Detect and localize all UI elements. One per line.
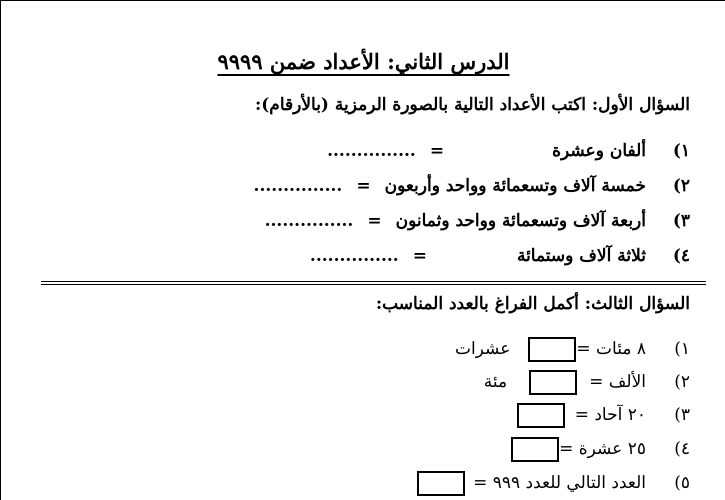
equals-sign: = (429, 141, 445, 161)
q1-item-4 (310, 246, 690, 266)
item-after-text: مئة (483, 372, 508, 392)
item-before-text: العدد التالي للعدد ٩٩٩ = (473, 473, 646, 493)
lesson-title (1, 49, 725, 74)
answer-blank[interactable]: ............... (327, 141, 416, 161)
item-number: ٤) (674, 439, 690, 459)
answer-box[interactable] (511, 437, 559, 462)
item-number: ٥) (674, 473, 690, 493)
item-number: ٣) (674, 405, 690, 425)
section-divider (41, 281, 706, 285)
item-number: ١) (674, 339, 690, 359)
q3-item-4 (511, 437, 690, 462)
equals-sign: = (367, 211, 382, 231)
item-text: ألفان وعشرة (552, 141, 646, 161)
item-number: ٢) (672, 176, 690, 196)
item-number: ٢) (674, 372, 690, 392)
q3-item-1 (455, 337, 690, 362)
answer-blank[interactable]: ............... (309, 246, 399, 266)
q1-item-1 (327, 141, 690, 161)
item-number: ٤) (672, 246, 690, 266)
equals-sign: = (356, 176, 371, 196)
item-before-text: ٨ مئات = (576, 339, 646, 359)
q3-item-5 (417, 471, 690, 496)
item-number: ١) (672, 141, 690, 161)
q3-item-2 (484, 370, 690, 395)
equals-sign: = (412, 246, 427, 266)
lesson-title-text: الدرس الثاني: الأعداد ضمن ٩٩٩٩ (217, 49, 510, 74)
item-before-text: الألف = (589, 372, 646, 392)
q3-item-3 (517, 403, 690, 428)
question3-heading: السؤال الثالث: أكمل الفراغ بالعدد المناسب: (375, 294, 690, 314)
answer-box[interactable] (528, 337, 576, 362)
answer-blank[interactable]: ............... (264, 211, 354, 231)
answer-box[interactable] (417, 471, 465, 496)
answer-blank[interactable]: ............... (253, 176, 343, 196)
item-text: أربعة آلاف وتسعمائة وواحد وثمانون (395, 211, 646, 231)
item-text: خمسة آلاف وتسعمائة وواحد وأربعون (384, 176, 646, 196)
item-before-text: ٢٠ آحاد = (574, 405, 646, 425)
item-after-text: عشرات (454, 339, 511, 359)
answer-box[interactable] (517, 403, 565, 428)
q1-item-2 (254, 176, 690, 196)
question1-heading: السؤال الأول: اكتب الأعداد التالية بالصورة الرمزية (بالأرقام): (254, 95, 690, 115)
item-before-text: ٢٥ عشرة = (559, 439, 646, 459)
item-number: ٣) (672, 211, 690, 231)
item-text: ثلاثة آلاف وستمائة (516, 246, 646, 266)
answer-box[interactable] (529, 370, 577, 395)
q1-item-3 (265, 211, 690, 231)
